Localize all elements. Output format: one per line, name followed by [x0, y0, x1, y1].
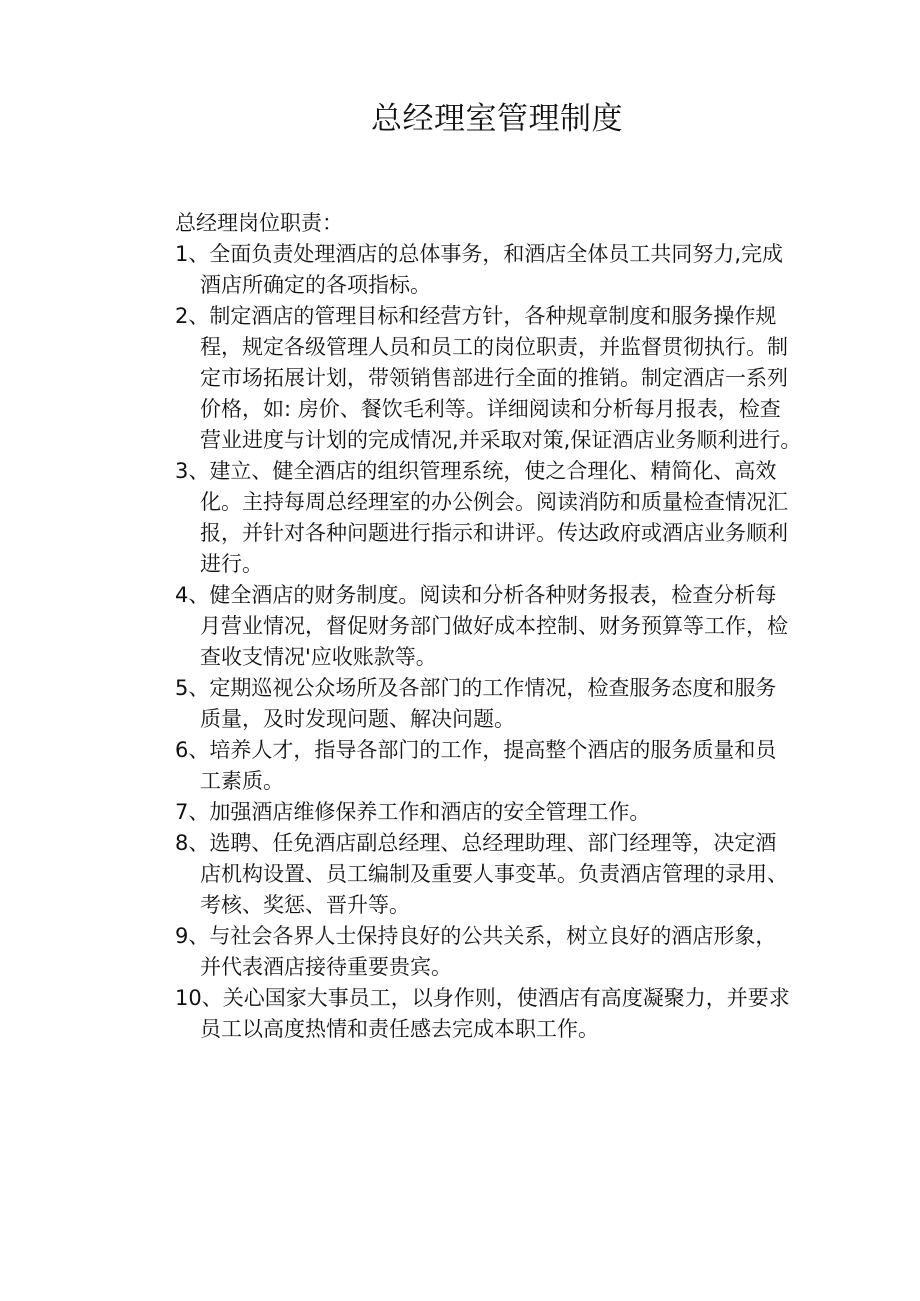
duty-list [175, 239, 865, 1045]
duty-item-line: 1、全面负责处理酒店的总体事务，和酒店全体员工共同努力,完成 [175, 242, 784, 266]
document-body [175, 208, 865, 1045]
duty-item [175, 828, 865, 921]
duty-item-line: 价格，如: 房价、餐饮毛利等。详细阅读和分析每月报表，检查 [200, 397, 781, 421]
duty-item-line: 程，规定各级管理人员和员工的岗位职责，并监督贯彻执行。制 [200, 335, 788, 359]
duty-item-number: 8、 [175, 831, 210, 855]
duty-item-number: 3、 [175, 459, 210, 483]
duty-item-line: 并代表酒店接待重要贵宾。 [200, 955, 452, 979]
duty-item-line: 进行。 [200, 552, 263, 576]
duty-item [175, 673, 865, 735]
duty-item-number: 9、 [175, 924, 210, 948]
duty-item-number: 2、 [175, 304, 210, 328]
duty-item-line: 6、培养人才，指导各部门的工作，提高整个酒店的服务质量和员 [175, 738, 777, 762]
duty-item [175, 301, 865, 456]
duty-item-line: 5、定期巡视公众场所及各部门的工作情况，检查服务态度和服务 [175, 676, 777, 700]
duty-item-number: 5、 [175, 676, 210, 700]
duty-item-line: 质量，及时发现问题、解决问题。 [200, 707, 515, 731]
duty-item-number: 7、 [175, 800, 210, 824]
duty-item-line: 定市场拓展计划，带领销售部进行全面的推销。制定酒店一系列 [200, 366, 788, 390]
duty-item-line: 考核、奖惩、晋升等。 [200, 893, 410, 917]
duty-item [175, 735, 865, 797]
duty-item-line: 酒店所确定的各项指标。 [200, 273, 431, 297]
duty-item-line: 店机构设置、员工编制及重要人事变革。负责酒店管理的录用、 [200, 862, 788, 886]
duty-item-line: 员工以高度热情和责任感去完成本职工作。 [200, 1017, 599, 1041]
duty-item-line: 化。主持每周总经理室的办公例会。阅读消防和质量检查情况汇 [200, 490, 788, 514]
duty-item [175, 239, 865, 301]
duty-item-line: 2、制定酒店的管理目标和经营方针，各种规章制度和服务操作规 [175, 304, 777, 328]
document-title: 总经理室管理制度 [371, 101, 623, 137]
duty-item-line: 10、关心国家大事员工，以身作则，使酒店有高度凝聚力，并要求 [175, 986, 790, 1010]
duty-item-line: 3、建立、健全酒店的组织管理系统，使之合理化、精简化、高效 [175, 459, 777, 483]
duty-item-line: 月营业情况，督促财务部门做好成本控制、财务预算等工作，检 [200, 614, 788, 638]
duty-item-line: 4、健全酒店的财务制度。阅读和分析各种财务报表，检查分析每 [175, 583, 777, 607]
duty-item-line: 8、选聘、任免酒店副总经理、总经理助理、部门经理等，决定酒 [175, 831, 777, 855]
duty-item [175, 580, 865, 673]
duty-item-line: 营业进度与计划的完成情况,并采取对策,保证酒店业务顺利进行。 [200, 428, 802, 452]
duty-item [175, 983, 865, 1045]
duty-item [175, 797, 865, 828]
duty-item-number: 4、 [175, 583, 210, 607]
duty-item-line: 9、与社会各界人士保持良好的公共关系，树立良好的酒店形象， [175, 924, 777, 948]
duty-item [175, 456, 865, 580]
duty-item [175, 921, 865, 983]
duty-item-line: 报，并针对各种问题进行指示和讲评。传达政府或酒店业务顺利 [200, 521, 788, 545]
duty-item-line: 查收支情况'应收账款等。 [200, 645, 437, 669]
duty-item-number: 1、 [175, 242, 210, 266]
section-heading: 总经理岗位职责： [175, 211, 343, 235]
duty-item-number: 10、 [175, 986, 223, 1010]
duty-item-number: 6、 [175, 738, 210, 762]
duty-item-line: 7、加强酒店维修保养工作和酒店的安全管理工作。 [175, 800, 651, 824]
duty-item-line: 工素质。 [200, 769, 284, 793]
